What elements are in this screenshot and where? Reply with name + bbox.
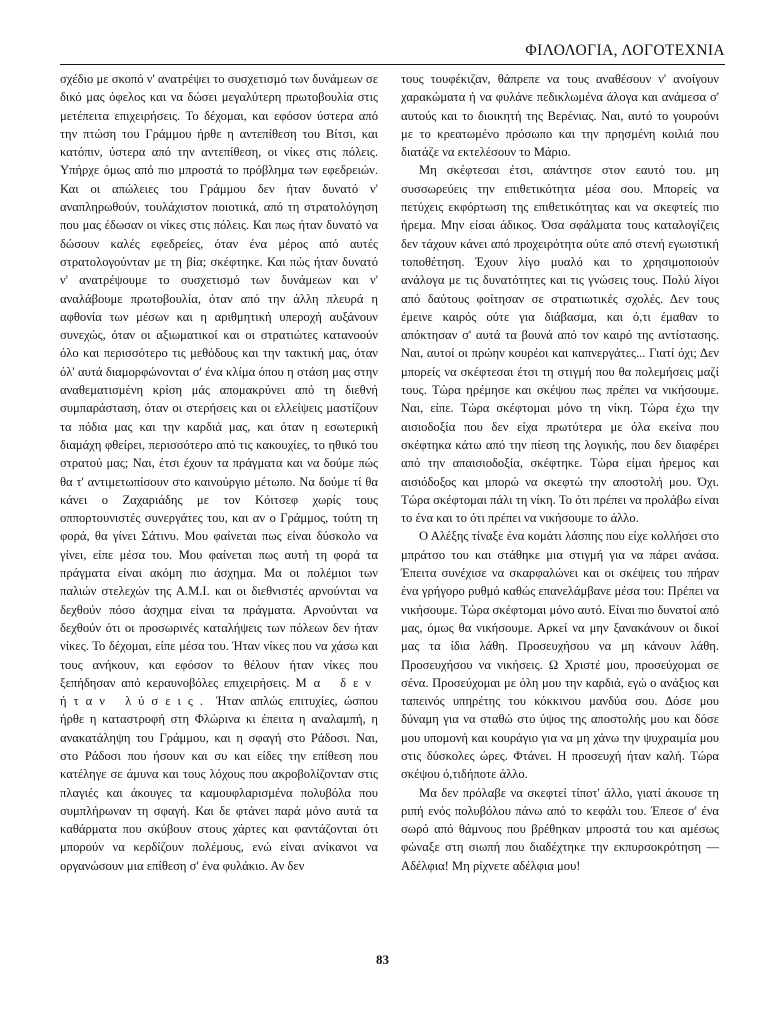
paragraph: Ο Αλέξης τίναξε ένα κομάτι λάσπης που είχε κολλήσει στο μπράτσο του και στάθηκε μια στιγμή για να πάρει ανάσα. Έπειτα συνέχισε να σκαρφαλώνει και οι σκέψεις του πήραν ένα γρήγορο ρυθμό καθώς επανελάμβανε μέσα του: Πρέπει να νικήσουμε. Τώρα σκέφτομαι μόνο αυτό. Είναι πιο δυνατοί από μας, όμως θα νικήσουμε. Αρκεί να μην ξανακάνουν οι δικοί μας τα ίδια λάθη. Προσευχήσου να μη κάνουν λάθη. Προσευχήσου να νικήσεις. Ω Χριστέ μου, προσεύχομαι σε σένα. Προσεύχομαι με όλη μου την καρδιά, εγώ ο ανάξιος και ταπεινός υπηρέτης του κόκκινου μανδύα σου. Δόσε μου δύναμη για να σταθώ στο ύψος της αποστολής μου και δόσε μου υπομονή και κουράγιο για να μη χάνω την ψυχραιμία μου στις δύσκολες ώρες. Φτάνει. Η προσευχή ήταν καλή. Τώρα σκέψου ό,τιδήποτε άλλο. [401,529,719,782]
paragraph [60,70,378,875]
paragraph: τους τουφέκιζαν, θάπρεπε να τους αναθέσουν ν' ανοίγουν χαρακώματα ή να φυλάνε πεδικλωμένα άλογα και ανάμεσα σ' αυτούς και το διοικητή της Βερένιας. Ναι, αυτό το γουρούνι με το κρεατωμένο πρόσωπο και την πρησμένη κοιλιά που διατάζε να εκτελέσουν το Μάριο. [401,72,719,160]
running-head-title: ΦΙΛΟΛΟΓΙΑ, ΛΟΓΟΤΕΧΝΙΑ [525,42,725,59]
right-column [401,70,719,875]
header-rule [60,64,725,65]
page-number: 83 [376,952,389,967]
paragraph-text: σχέδιο με σκοπό ν' ανατρέψει το συσχετισμό των δυνάμεων σε δικό μας όφελος και να δώσει μεγαλύτερη πρωτοβουλία στις μετέπειτα επιχειρήσεις. Το δέχομαι, και εφόσον ύστερα από την πτώση του Γράμμου ήρθε η αντεπίθεση του Βίτσι, και κατόπιν, ύστερα από την αντεπίθεση, οι νίκες στις πόλεις. Υπήρχε όμως από πιο μπροστά το πρόβλημα των εφεδρειών. Και οι απώλειες του Γράμμου δεν ήταν δυνατό ν' αναπληρωθούν, τουλάχιστον ποιοτικά, από τη στρατολόγηση που μας έδωσαν οι νίκες στις πόλεις. Και πως ήταν δυνατό να δώσουν καλές εφεδρείες, όταν ένα μέρος από αυτές στρατολογούνταν με τη βία; σκέφτηκε. Και πώς ήταν δυνατό ν' ανατρέψουμε το συσχετισμό των δυνάμεων και ν' αναλάβουμε πρωτοβουλία, όταν από την άλλη πλευρά η αφθονία των μέσων και η αριθμητική υπεροχή αυξάνουν συνεχώς, όταν οι αξιωματικοί και οι στρατιώτες κατανοούν όλο και περισσότερο τις μεθόδους και την τακτική μας, όταν όλ' αυτά διαμορφώνονται σ' ένα κλίμα όπου η στάση μας στην αναθεματισμένη κρίση μάς απομακρύνει από τη διεθνή συμπαράσταση, όταν οι στερήσεις και οι ελλείψεις μαστίζουν τα πόδια μας και την καρδιά μας, και όταν η εσωτερική διαμάχη φθείρει, περισσότερο από τις κακουχίες, το ηθικό του στρατού μας; Ναι, έτσι έχουν τα πράγματα και να δούμε πώς θα τ' αντιμετωπίσουν στο καινούργιο μέτωπο. Να δούμε τί θα κάνει ο Ζαχαριάδης με τον Κόιτσεφ χωρίς τους οππορτουνιστές συνεργάτες του, και αν ο Γράμμος, τούτη τη φορά, θα γίνει Σάτινυ. Μου φαίνεται πως είναι δύσκολο να γίνει, είπε μέσα του. Μου φαίνεται πως αυτή τη φορά τα πράγματα είναι ακόμη πιο άσχημα. Μα οι πολέμιοι των παλιών στελεχών της Α.Μ.Ι. και οι διεθνιστές αρνούνται να δεχθούν πόσο άσχημα είναι τα πράγματα. Αρνούνται να δεχθούν ότι οι προσωρινές καταλήψεις των πόλεων δεν ήταν νίκες. Το δέχομαι, είπε μέσα του. Ήταν νίκες που να χάσω και τους ανήκουν, και εφόσον το θέλουν ήταν νίκες που ξεπήδησαν από κεραυνοβόλες επιχειρήσεις. [60,72,378,690]
spaced-emphasis-text: Μα δεν ήταν λύσεις. [60,675,378,709]
paragraph-text: Ήταν απλώς επιτυχίες, ώσπου ήρθε η καταστροφή στη Φλώρινα κι έπειτα η αναλαμπή, η ανακατάληψη του Γράμμου, και η σφαγή στο Ράδοσι. Ναι, στο Ράδοσι που ήσουν και συ και είδες την επίθεση που κατέληγε σε άμυνα και τους λόχους που ακροβολίζονταν στις πλαγιές και άκουγες τα καμουφλαρισμένα πολυβόλα που συμπλήρωναν τη σφαγή. Και δε φτάνει παρά μόνο αυτά τα καθάρματα που σκύβουν στους χάρτες και φαντάζονται ότι μπορούν να κερδίζουν πολέμους, ενώ είναι ανίκανοι να οργανώσουν μια επίθεση σ' ένα φυλάκιο. Αν δεν [60,694,378,873]
left-column [60,70,378,875]
paragraph: Μα δεν πρόλαβε να σκεφτεί τίποτ' άλλο, γιατί άκουσε τη ριπή ενός πολυβόλου πάνω από το κεφάλι του. Έπεσε σ' ένα σωρό από θάμνους που βρέθηκαν μπροστά του και αμέσως φώναξε στη σιωπή που διαδέχτηκε την εκπυρσοκρότηση — Αδέλφια! Μη ρίχνετε αδέλφια μου! [401,785,719,873]
paragraph: Μη σκέφτεσαι έτσι, απάντησε στον εαυτό του. μη συσσωρεύεις την επιθετικότητα μέσα σου. Μπορείς να πετύχεις εκφόρτωση της επιθετικότητας και να σκεφτείς πιο ήρεμα. Μην είσαι άδικος. Όσα σφάλματα τους καταλογίζεις δεν τάχουν κάνει από προχειρότητα ούτε από στενή εγωιστική τοποθέτηση. Έχουν λίγο μυαλό και το χρησιμοποιούν ανάλογα με τις δυνατότητες και τις γνώσεις τους. Πολύ λίγοι από δαύτους φοίτησαν σε στρατιωτικές σχολές. Δεν τους έμεινε καιρός ούτε για διάβασμα, και ό,τι έμαθαν το απόκτησαν σ' αυτά τα βουνά από τον καιρό της αντίστασης. Ναι, αυτοί οι πρώην κουρέοι και καπνεργάτες... Γιατί όχι; Δεν μπορείς να σκέφτεσαι έτσι τη στιγμή που θα πολεμήσεις μαζί τους. Τώρα ηρέμησε και σκέψου πως πρέπει να νικήσουμε. Ναι, είπε. Τώρα σκέφτομαι μόνο τη νίκη. Τώρα έχω την αισιοδοξία που δεν είχα πρωτύτερα με όλα εκείνα που σκέφτηκα κάτω από την πίεση της λογικής, που δεν διαφέρει από την απαισιοδοξία, σκέφτηκε. Τώρα είμαι ήρεμος και αισιόδοξος και μπορώ να σκεφτώ την αποστολή μου. Όχι. Τώρα σκέφτομαι πάλι τη νίκη. Το ότι πρέπει να προλάβω είναι το ένα και το ότι πρέπει να νικήσουμε το άλλο. [401,163,719,526]
